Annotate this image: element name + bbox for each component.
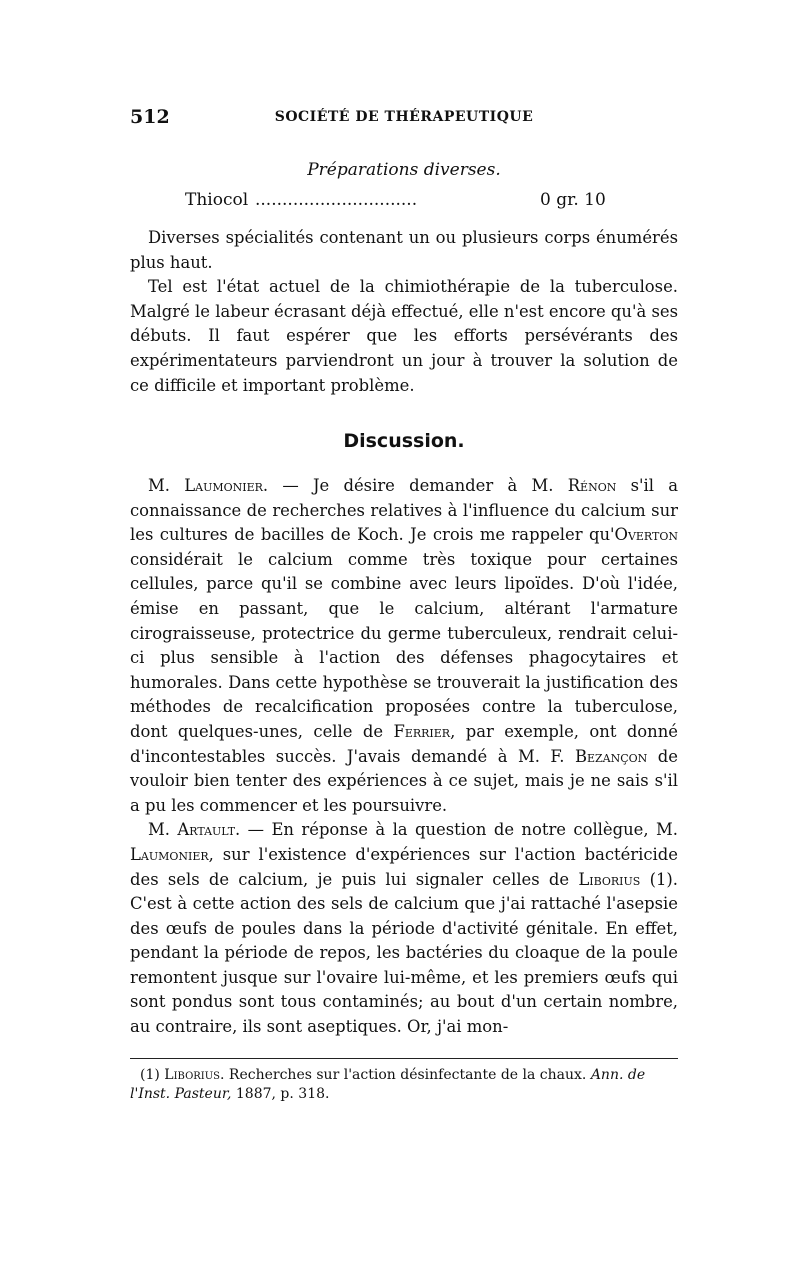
footnote-journal: Ann. de l'Inst. Pasteur, [130,1067,646,1102]
footnote-rule [130,1058,678,1059]
speaker-artault: M. Artault. [148,820,241,840]
text-segment: considérait le calcium comme très toxique pour certaines cellules, parce qu'il se combine avec leurs lipoïdes. D'où l'idée, émise en passant, que le calcium, altérant l'armature cirograisseuse, protectrice du germe tuberculeux, rendrait celui-ci plus sensible à l'action des défenses phagocytaires et humorales. Dans cette hypothèse se trouverait la justification des méthodes de recalcification proposées contre la tuberculose, dont quelques-unes, celle de [130,549,678,741]
preparation-item [185,190,615,210]
text-segment: de vouloir bien tenter des expériences à ce sujet, mais je ne sais s'il a pu les commencer et les poursuivre. [130,746,678,815]
text-segment: (1). C'est à cette action des sels de calcium que j'ai rattaché l'asepsie des œufs de poules dans la période d'activité génitale. En effet, pendant la période de repos, les bactéries du cloaque de la poule remontent jusque sur l'ovaire lui-même, et les premiers œufs qui sont pondus sont tous contaminés; au bout d'un certain nombre, au contraire, ils sont aseptiques. Or, j'ai mon- [130,869,678,1037]
name-ferrier: Ferrier [393,721,451,741]
text-segment: , sur l'existence d'expériences sur l'action bactéricide des sels de calcium, je puis lui signaler celles de [130,844,678,889]
footnote [130,1066,678,1104]
running-header [130,106,678,130]
footnote-title: Recherches sur l'action désinfectante de la chaux. [224,1067,591,1083]
text-segment: — Je désire demander à M. [268,476,568,495]
footnote-text [130,1066,678,1104]
speaker-laumonier: M. Laumonier. [148,476,269,495]
section-subheading: Préparations diverses. [307,160,501,180]
name-laumonier: Laumonier [130,844,209,864]
body-text-top [130,226,678,398]
item-leader-dots: .............................. [255,190,418,210]
page-number: 512 [130,106,170,128]
name-liborius: Liborius [578,869,641,889]
discussion-heading: Discussion. [343,430,465,452]
running-title: SOCIÉTÉ DE THÉRAPEUTIQUE [274,109,534,125]
paragraph-specialites: Diverses spécialités contenant un ou plusieurs corps énumérés plus haut. [130,228,678,272]
text-segment: s'il a connaissance de recherches relatives à l'influence du calcium sur les cultures de bacilles de Koch. Je crois me rappeler qu' [130,476,678,545]
paragraph-artault [130,818,678,1039]
name-renon: Rénon [567,476,617,495]
footnote-marker: (1) [140,1067,160,1083]
footnote-ref: 1887, p. 318. [231,1086,330,1102]
name-overton: Overton [614,525,678,545]
text-segment: , par exemple, ont donné d'incontestables succès. J'avais demandé à M. F. [130,721,678,766]
paragraph-laumonier [130,474,678,818]
item-dose: 0 gr. 10 [540,190,606,210]
paragraph-conclusion: Tel est l'état actuel de la chimiothérapie de la tuberculose. Malgré le labeur écrasant déjà effectué, elle n'est encore qu'à ses débuts. Il faut espérer que les efforts persévérants des expérimentateurs parviendront un jour à trouver la solution de ce difficile et important problème. [130,277,678,395]
text-segment: — En réponse à la question de notre collègue, M. [240,820,678,840]
name-bezancon: Bezançon [574,746,648,766]
body-text-discussion [130,474,678,1040]
footnote-author: Liborius. [164,1067,225,1083]
item-name: Thiocol [185,190,249,210]
